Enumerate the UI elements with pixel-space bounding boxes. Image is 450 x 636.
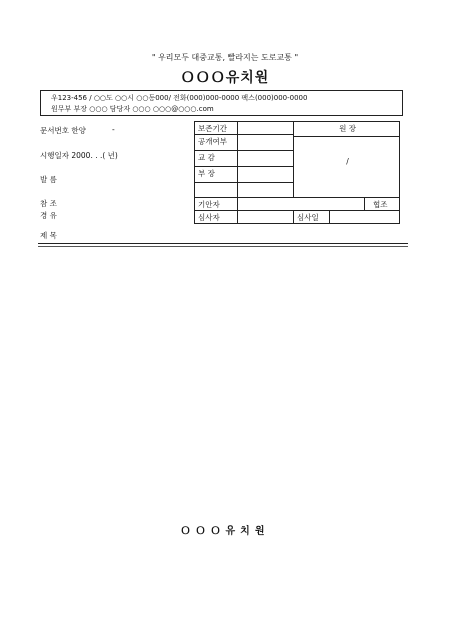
drafter-label-cell: 기안자 [194,197,238,211]
exec-date-field: 시행일자 2000. . .( 년) [40,151,118,160]
proofread-label-cell: 교 감 [194,150,238,167]
director-cell: 원 장 [293,121,400,137]
blank-value-cell [237,182,294,198]
reviewer-label-cell: 심사자 [194,210,238,224]
subject-divider-thin [38,246,408,247]
via-label: 경 유 [40,211,57,220]
review-date-label-cell: 심사일 [293,210,330,224]
doc-number-label: 문서번호 한양 [40,126,86,135]
disclosure-label-cell: 공개여부 [194,134,238,151]
subject-label: 제 목 [40,231,57,240]
retention-label-cell: 보존기간 [194,121,238,135]
recipient-label: 발 름 [40,175,57,184]
review-date-value-cell [329,210,400,224]
address-line-1: 우123-456 / ○○도 ○○시 ○○동000/ 전화(000)000-0000 팩스(000)000-0000 [51,94,308,102]
approval-sign-cell: / [293,136,400,198]
manager-label-cell: 부 장 [194,166,238,183]
disclosure-value-cell [237,134,294,151]
cooperation-cell: 협조 [364,197,400,211]
manager-value-cell [237,166,294,183]
address-line-2: 원무부 부장 ○○○ 담당자 ○○○ ○○○@○○○.com [51,105,214,113]
blank-label-cell [194,182,238,198]
proofread-value-cell [237,150,294,167]
issuer-name: ＯＯＯ유치원 [180,526,270,537]
retention-value-cell [237,121,294,135]
reviewer-value-cell [237,210,294,224]
drafter-value-cell [237,197,365,211]
address-box [40,90,403,116]
subject-divider-thick [38,243,408,244]
slogan: " 우리모두 대중교통, 빨라지는 도로교통 " [151,53,299,62]
document-title: ＯＯＯ유치원 [180,70,270,86]
reference-label: 참 조 [40,199,57,208]
doc-number-value: - [112,125,115,134]
approval-table [194,121,400,224]
